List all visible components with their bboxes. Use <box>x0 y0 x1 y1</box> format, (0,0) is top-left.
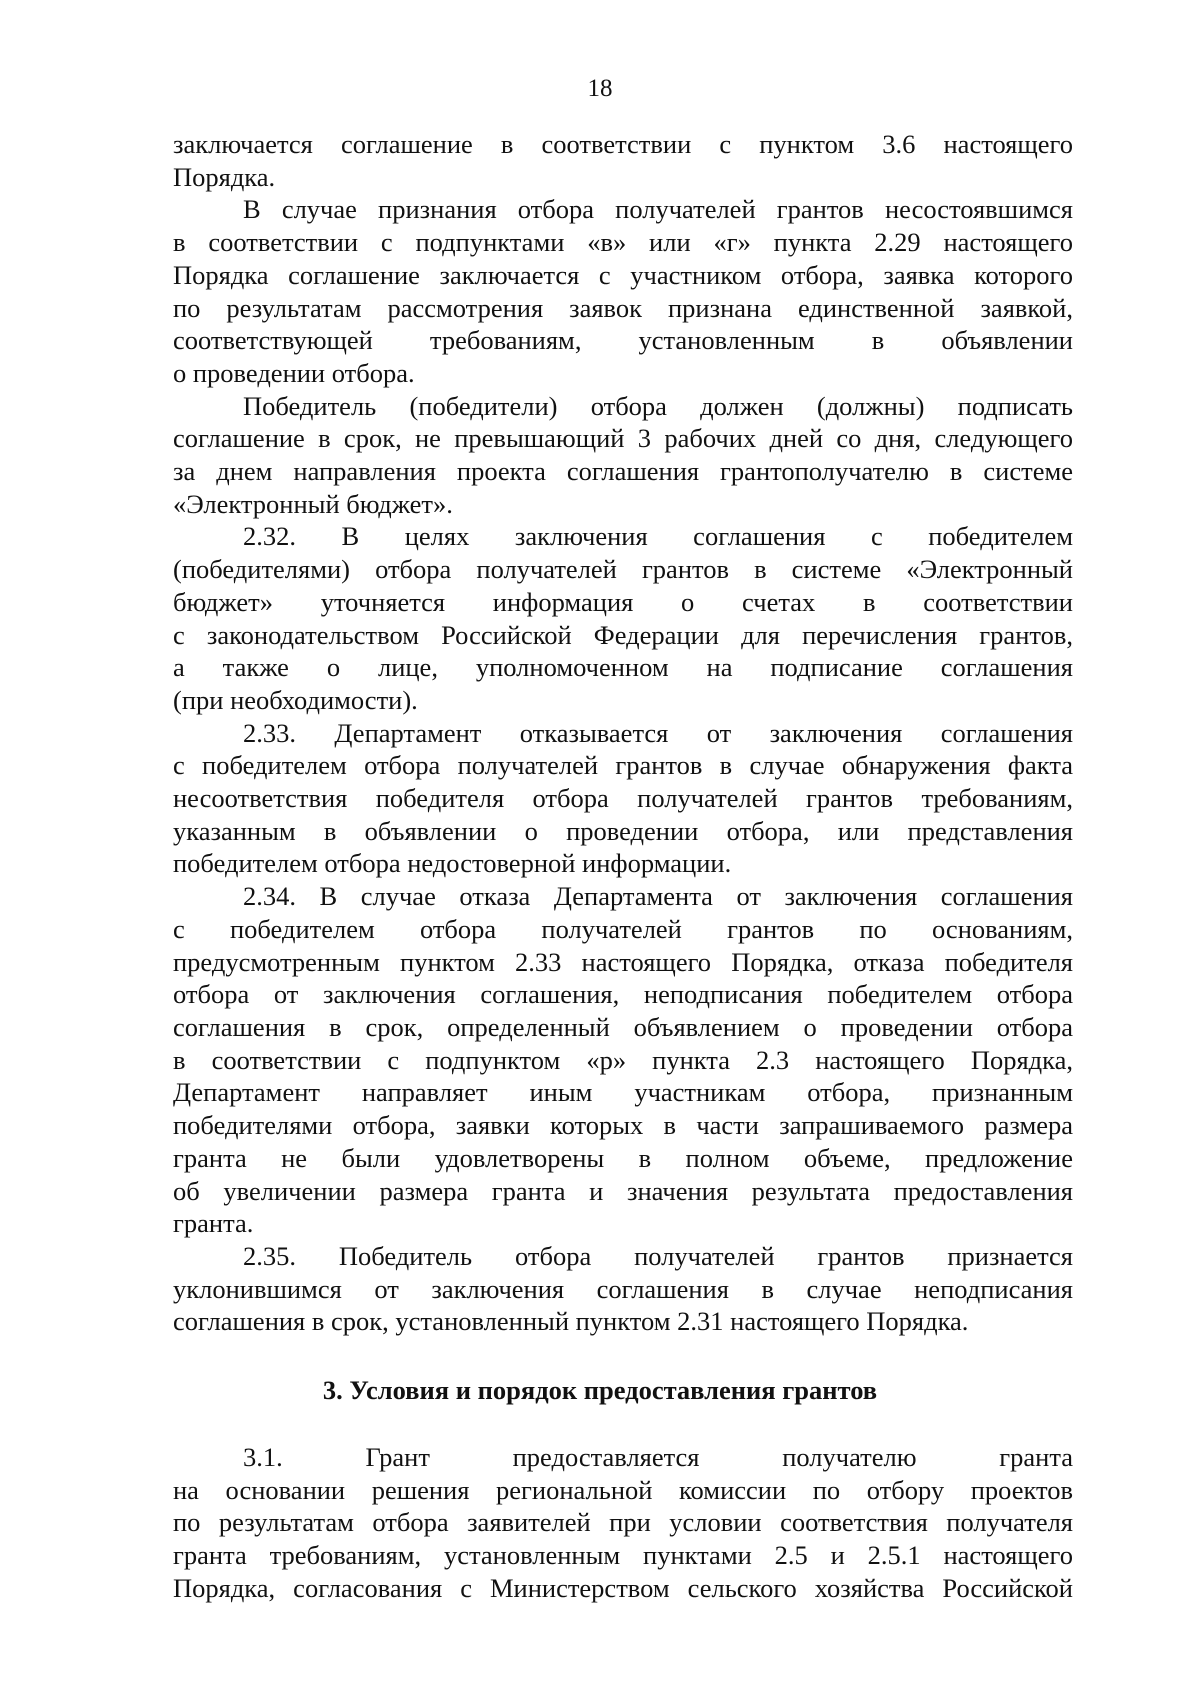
text-line: соответствующей требованиям, установленным в объявлении <box>173 325 1073 356</box>
text-line: соглашения в срок, определенный объявлением о проведении отбора <box>173 1011 1073 1042</box>
text-line: гранта требованиям, установленным пунктами 2.5 и 2.5.1 настоящего <box>173 1540 1073 1571</box>
text-line: гранта не были удовлетворены в полном объеме, предложение <box>173 1142 1073 1173</box>
text-line: по результатам отбора заявителей при условии соответствия получателя <box>173 1507 1073 1538</box>
text-line: с победителем отбора получателей грантов по основаниям, <box>173 913 1073 944</box>
text-line: (победителями) отбора получателей грантов в системе «Электронный <box>173 554 1073 585</box>
text-line: 2.32. В целях заключения соглашения с победителем <box>243 521 1073 552</box>
text-line: 3.1. Грант предоставляется получателю гранта <box>243 1442 1073 1472</box>
text-line: уклонившимся от заключения соглашения в случае неподписания <box>173 1273 1073 1304</box>
text-line: заключается соглашение в соответствии с пунктом 3.6 настоящего <box>173 129 1073 159</box>
text-line: на основании решения региональной комиссии по отбору проектов <box>173 1474 1073 1505</box>
text-line: по результатам рассмотрения заявок признана единственной заявкой, <box>173 292 1073 323</box>
text-line: в соответствии с подпунктом «р» пункта 2.3 настоящего Порядка, <box>173 1044 1073 1075</box>
text-line: отбора от заключения соглашения, неподписания победителем отбора <box>173 979 1073 1010</box>
body-text-block-2 <box>173 1441 1073 1605</box>
text-line: с победителем отбора получателей грантов в случае обнаружения факта <box>173 750 1073 781</box>
text-line: в соответствии с подпунктами «в» или «г» пункта 2.29 настоящего <box>173 227 1073 258</box>
text-line: а также о лице, уполномоченном на подписание соглашения <box>173 652 1073 683</box>
section-heading: 3. Условия и порядок предоставления грантов <box>322 1375 878 1405</box>
text-line: победителями отбора, заявки которых в части запрашиваемого размера <box>173 1110 1073 1141</box>
text-line: Порядка, согласования с Министерством сельского хозяйства Российской <box>173 1572 1073 1603</box>
text-line: победителем отбора недостоверной информации. <box>173 848 732 879</box>
text-line: (при необходимости). <box>173 684 418 715</box>
text-line: соглашение в срок, не превышающий 3 рабочих дней со дня, следующего <box>173 423 1073 454</box>
page-number: 18 <box>587 75 613 102</box>
text-line: 2.35. Победитель отбора получателей грантов признается <box>243 1240 1073 1271</box>
text-line: «Электронный бюджет». <box>173 488 453 519</box>
text-line: за днем направления проекта соглашения грантополучателю в системе <box>173 456 1073 487</box>
text-line: Порядка соглашение заключается с участником отбора, заявка которого <box>173 259 1073 290</box>
text-line: соглашения в срок, установленный пунктом 2.31 настоящего Порядка. <box>173 1306 969 1337</box>
text-line: указанным в объявлении о проведении отбора, или представления <box>173 815 1073 846</box>
text-line: предусмотренным пунктом 2.33 настоящего Порядка, отказа победителя <box>173 946 1073 977</box>
text-line: гранта. <box>173 1208 254 1239</box>
text-line: Департамент направляет иным участникам отбора, признанным <box>173 1077 1073 1108</box>
body-text-block <box>173 128 1073 1338</box>
text-line: о проведении отбора. <box>173 357 415 388</box>
text-line: бюджет» уточняется информация о счетах в соответствии <box>173 586 1073 617</box>
text-line: В случае признания отбора получателей грантов несостоявшимся <box>243 194 1073 225</box>
text-line: Победитель (победители) отбора должен (должны) подписать <box>243 390 1073 421</box>
text-line: 2.34. В случае отказа Департамента от заключения соглашения <box>243 881 1073 912</box>
text-line: с законодательством Российской Федерации для перечисления грантов, <box>173 619 1073 650</box>
text-line: Порядка. <box>173 161 276 192</box>
text-line: несоответствия победителя отбора получателей грантов требованиям, <box>173 783 1073 814</box>
text-line: об увеличении размера гранта и значения результата предоставления <box>173 1175 1073 1206</box>
text-line: 2.33. Департамент отказывается от заключения соглашения <box>243 717 1073 748</box>
